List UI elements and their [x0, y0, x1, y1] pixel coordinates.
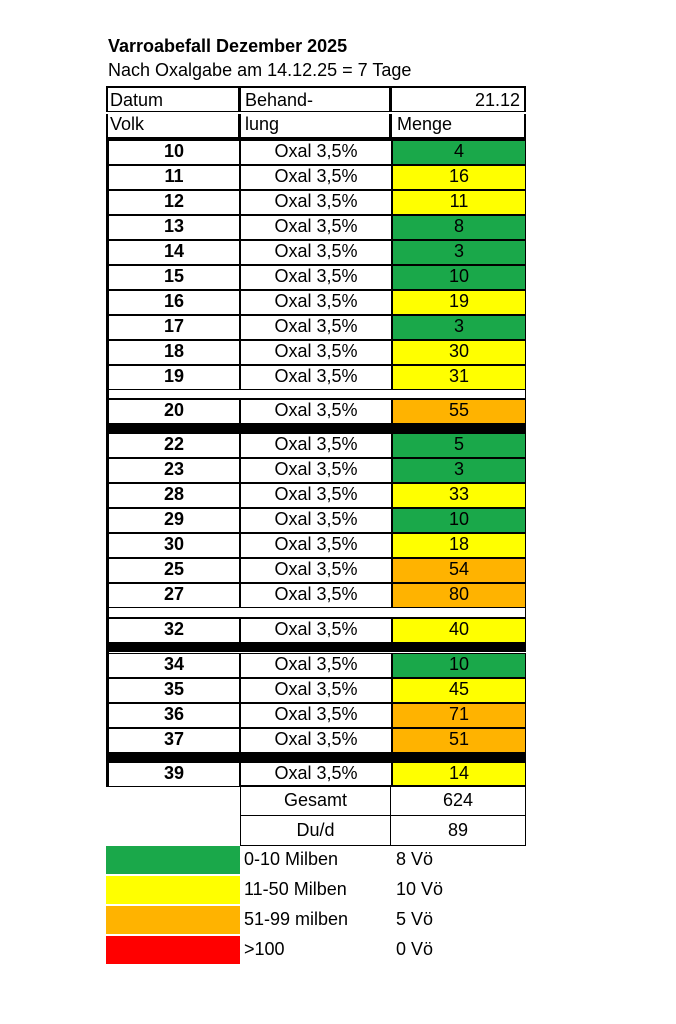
volk-cell: 37	[106, 728, 240, 753]
group-separator	[106, 389, 526, 399]
volk-cell: 19	[106, 365, 240, 390]
volk-cell: 32	[106, 618, 240, 643]
document-title: Varroabefall Dezember 2025	[108, 36, 348, 56]
group-separator-thick	[106, 423, 526, 433]
menge-cell: 71	[392, 703, 526, 728]
table-row	[106, 762, 526, 787]
menge-cell: 54	[392, 558, 526, 583]
group-separator	[106, 607, 526, 618]
menge-cell: 5	[392, 433, 526, 458]
table-row	[106, 483, 526, 508]
legend-count-red: 0 Vö	[396, 939, 434, 959]
behandlung-cell: Oxal 3,5%	[240, 165, 392, 190]
menge-cell: 10	[392, 265, 526, 290]
header-divider-gap	[106, 112, 526, 114]
volk-cell: 15	[106, 265, 240, 290]
menge-cell: 80	[392, 583, 526, 608]
menge-cell: 30	[392, 340, 526, 365]
group-separator-thick	[106, 752, 526, 762]
table-row	[106, 165, 526, 190]
table-row	[106, 315, 526, 340]
table-row	[106, 678, 526, 703]
legend-swatch-red	[106, 936, 240, 964]
menge-cell: 3	[392, 458, 526, 483]
behandlung-cell: Oxal 3,5%	[240, 533, 392, 558]
table-row	[106, 728, 526, 753]
menge-cell: 55	[392, 399, 526, 424]
menge-cell: 4	[392, 140, 526, 165]
table-row	[106, 433, 526, 458]
dud-label: Du/d	[240, 815, 391, 846]
table-row	[106, 215, 526, 240]
table-left-border	[106, 138, 109, 787]
volk-cell: 28	[106, 483, 240, 508]
menge-cell: 19	[392, 290, 526, 315]
volk-cell: 16	[106, 290, 240, 315]
behandlung-cell: Oxal 3,5%	[240, 458, 392, 483]
header-volk: Volk	[110, 114, 145, 134]
volk-cell: 10	[106, 140, 240, 165]
volk-cell: 14	[106, 240, 240, 265]
volk-cell: 39	[106, 762, 240, 787]
header-behand: Behand-	[245, 90, 314, 110]
volk-cell: 34	[106, 653, 240, 678]
behandlung-cell: Oxal 3,5%	[240, 653, 392, 678]
behandlung-cell: Oxal 3,5%	[240, 140, 392, 165]
volk-cell: 35	[106, 678, 240, 703]
menge-cell: 11	[392, 190, 526, 215]
gesamt-value: 624	[390, 785, 526, 816]
menge-cell: 45	[392, 678, 526, 703]
behandlung-cell: Oxal 3,5%	[240, 240, 392, 265]
table-row	[106, 240, 526, 265]
menge-cell: 3	[392, 240, 526, 265]
legend-swatch-yellow	[106, 876, 240, 904]
table-row	[106, 190, 526, 215]
document-subtitle: Nach Oxalgabe am 14.12.25 = 7 Tage	[108, 60, 412, 80]
group-separator-thick	[106, 642, 526, 652]
volk-cell: 12	[106, 190, 240, 215]
header-datum: Datum	[110, 90, 164, 110]
volk-cell: 27	[106, 583, 240, 608]
volk-cell: 23	[106, 458, 240, 483]
volk-cell: 22	[106, 433, 240, 458]
legend-swatch-orange	[106, 906, 240, 934]
header-divider	[106, 111, 526, 112]
header-lung: lung	[245, 114, 280, 134]
table-row	[106, 399, 526, 424]
legend-count-green: 8 Vö	[396, 849, 434, 869]
table-row	[106, 533, 526, 558]
menge-cell: 51	[392, 728, 526, 753]
menge-cell: 14	[392, 762, 526, 787]
legend-count-orange: 5 Vö	[396, 909, 434, 929]
volk-cell: 25	[106, 558, 240, 583]
menge-cell: 10	[392, 508, 526, 533]
volk-cell: 36	[106, 703, 240, 728]
table-row	[106, 140, 526, 165]
table-row	[106, 703, 526, 728]
table-row	[106, 618, 526, 643]
table-row	[106, 508, 526, 533]
behandlung-cell: Oxal 3,5%	[240, 399, 392, 424]
header-menge: Menge	[397, 114, 453, 134]
gesamt-label: Gesamt	[240, 785, 391, 816]
legend-label-orange: 51-99 milben	[244, 909, 349, 929]
behandlung-cell: Oxal 3,5%	[240, 315, 392, 340]
behandlung-cell: Oxal 3,5%	[240, 190, 392, 215]
behandlung-cell: Oxal 3,5%	[240, 583, 392, 608]
table-row	[106, 653, 526, 678]
legend-label-red: >100	[244, 939, 285, 959]
volk-cell: 29	[106, 508, 240, 533]
volk-cell: 13	[106, 215, 240, 240]
legend-swatch-green	[106, 846, 240, 874]
menge-cell: 31	[392, 365, 526, 390]
behandlung-cell: Oxal 3,5%	[240, 340, 392, 365]
menge-cell: 40	[392, 618, 526, 643]
table-row	[106, 265, 526, 290]
behandlung-cell: Oxal 3,5%	[240, 728, 392, 753]
behandlung-cell: Oxal 3,5%	[240, 703, 392, 728]
table-row	[106, 290, 526, 315]
behandlung-cell: Oxal 3,5%	[240, 365, 392, 390]
behandlung-cell: Oxal 3,5%	[240, 215, 392, 240]
volk-cell: 17	[106, 315, 240, 340]
behandlung-cell: Oxal 3,5%	[240, 558, 392, 583]
behandlung-cell: Oxal 3,5%	[240, 483, 392, 508]
menge-cell: 33	[392, 483, 526, 508]
behandlung-cell: Oxal 3,5%	[240, 265, 392, 290]
legend-label-green: 0-10 Milben	[244, 849, 339, 869]
behandlung-cell: Oxal 3,5%	[240, 290, 392, 315]
header-date: 21.12	[474, 90, 520, 110]
menge-cell: 18	[392, 533, 526, 558]
menge-cell: 10	[392, 653, 526, 678]
table-row	[106, 340, 526, 365]
table-row	[106, 583, 526, 608]
volk-cell: 11	[106, 165, 240, 190]
behandlung-cell: Oxal 3,5%	[240, 678, 392, 703]
volk-cell: 20	[106, 399, 240, 424]
table-row	[106, 365, 526, 390]
legend-count-yellow: 10 Vö	[396, 879, 444, 899]
legend-label-yellow: 11-50 Milben	[244, 879, 347, 899]
dud-value: 89	[390, 815, 526, 846]
table-row	[106, 458, 526, 483]
behandlung-cell: Oxal 3,5%	[240, 508, 392, 533]
menge-cell: 3	[392, 315, 526, 340]
behandlung-cell: Oxal 3,5%	[240, 433, 392, 458]
table-row	[106, 558, 526, 583]
volk-cell: 30	[106, 533, 240, 558]
behandlung-cell: Oxal 3,5%	[240, 762, 392, 787]
volk-cell: 18	[106, 340, 240, 365]
menge-cell: 16	[392, 165, 526, 190]
menge-cell: 8	[392, 215, 526, 240]
behandlung-cell: Oxal 3,5%	[240, 618, 392, 643]
